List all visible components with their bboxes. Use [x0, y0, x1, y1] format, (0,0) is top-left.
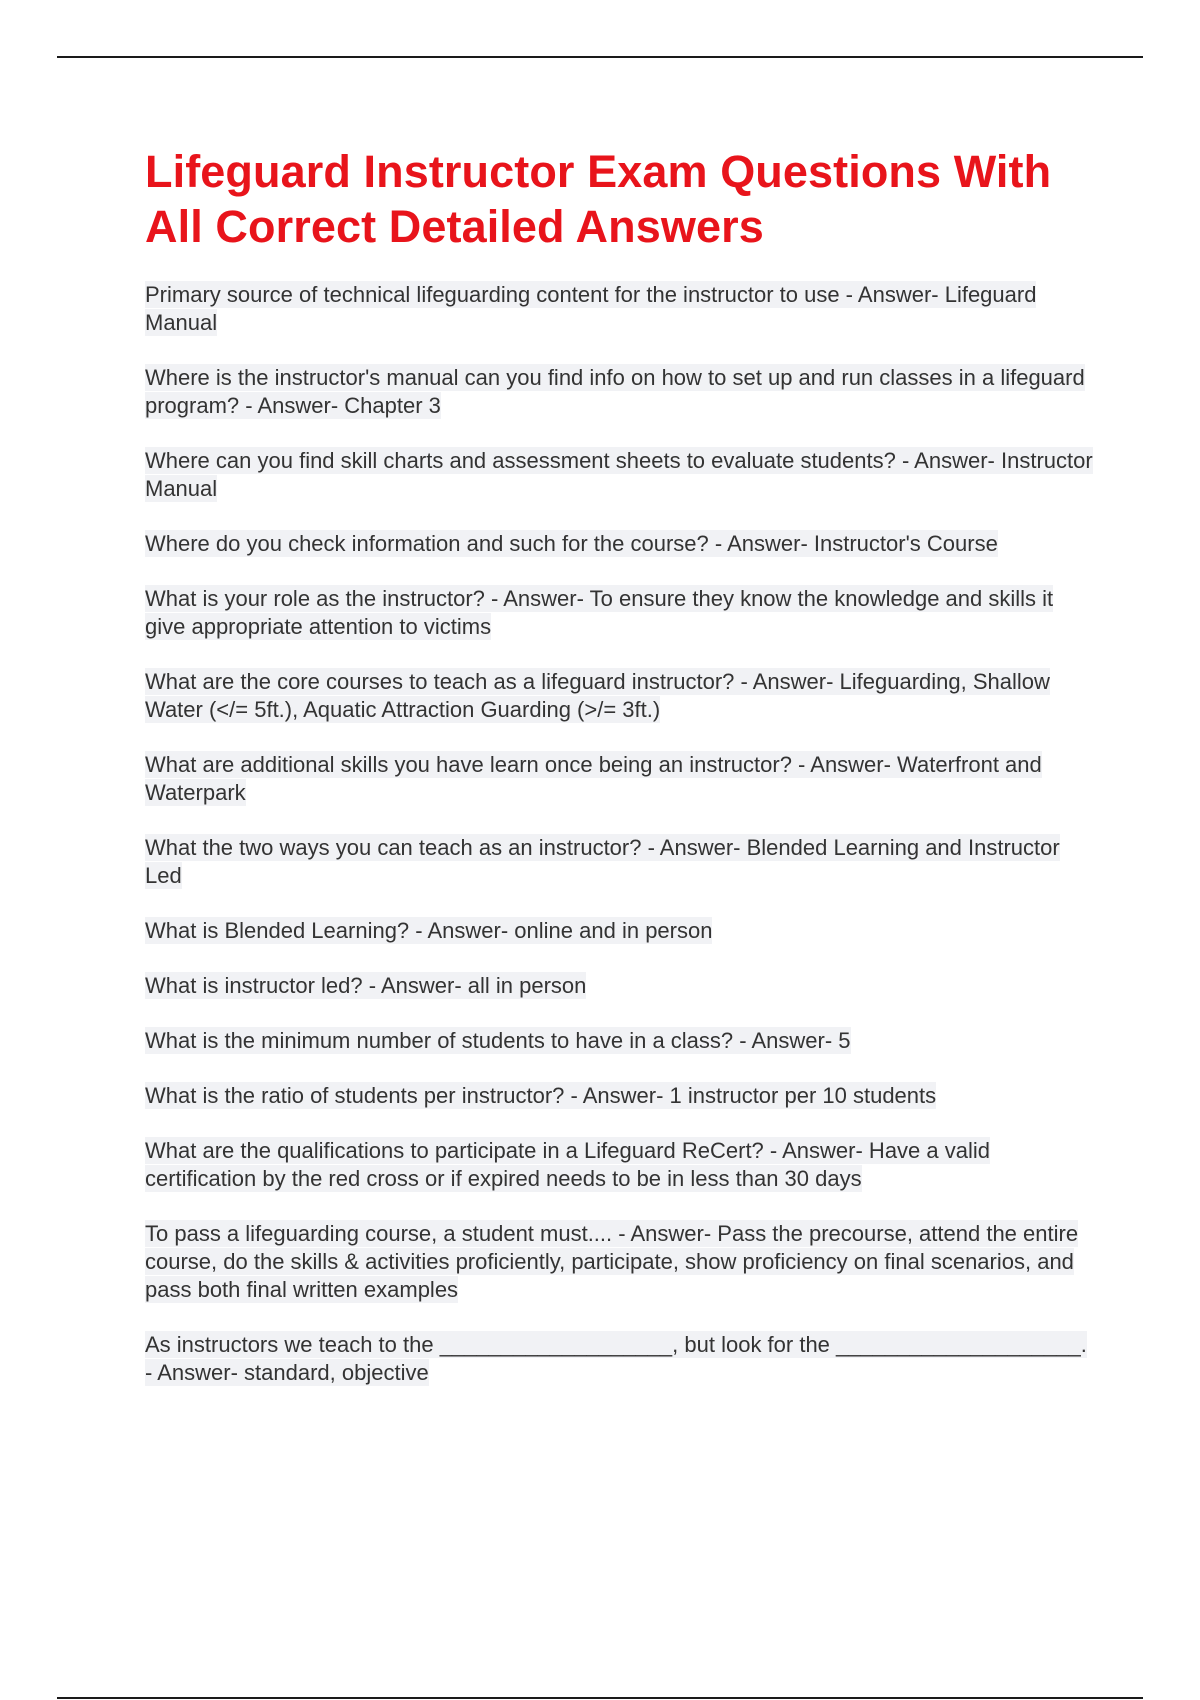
document-body [145, 144, 1095, 1414]
qa-item [145, 668, 1095, 724]
bottom-rule [57, 1697, 1143, 1699]
qa-text: Primary source of technical lifeguarding content for the instructor to use - Answer- Lifeguard Manual [145, 282, 1037, 335]
top-rule [57, 56, 1143, 58]
qa-text: What are additional skills you have learn once being an instructor? - Answer- Waterfront and Waterpark [145, 752, 1042, 805]
qa-text: What is instructor led? - Answer- all in person [145, 973, 587, 998]
qa-item [145, 585, 1095, 641]
qa-item [145, 364, 1095, 420]
qa-item [145, 972, 1095, 1000]
qa-item [145, 751, 1095, 807]
qa-text: To pass a lifeguarding course, a student must.... - Answer- Pass the precourse, attend the entire course, do the skills & activities proficiently, participate, show proficiency on final scenarios, and pass both final written examples [145, 1221, 1079, 1302]
qa-item [145, 1331, 1095, 1387]
qa-text: As instructors we teach to the ___________________, but look for the ____________________. - Answer- standard, objective [145, 1332, 1087, 1385]
qa-text: Where is the instructor's manual can you find info on how to set up and run classes in a lifeguard program? - Answer- Chapter 3 [145, 365, 1085, 418]
qa-item [145, 1220, 1095, 1304]
qa-text: What are the core courses to teach as a lifeguard instructor? - Answer- Lifeguarding, Shallow Water (</= 5ft.), Aquatic Attraction Guarding (>/= 3ft.) [145, 669, 1050, 722]
qa-item [145, 1137, 1095, 1193]
qa-item [145, 281, 1095, 337]
qa-item [145, 1082, 1095, 1110]
qa-text: What is your role as the instructor? - Answer- To ensure they know the knowledge and skills it give appropriate attention to victims [145, 586, 1054, 639]
qa-text: What is the minimum number of students to have in a class? - Answer- 5 [145, 1028, 851, 1053]
qa-item [145, 447, 1095, 503]
qa-item [145, 1027, 1095, 1055]
document-title: Lifeguard Instructor Exam Questions With All Correct Detailed Answers [145, 146, 1052, 252]
qa-text: What are the qualifications to participate in a Lifeguard ReCert? - Answer- Have a valid certification by the red cross or if expired needs to be in less than 30 days [145, 1138, 990, 1191]
qa-item [145, 834, 1095, 890]
qa-item [145, 530, 1095, 558]
qa-text: Where can you find skill charts and assessment sheets to evaluate students? - Answer- Instructor Manual [145, 448, 1093, 501]
qa-item [145, 917, 1095, 945]
qa-text: Where do you check information and such for the course? - Answer- Instructor's Course [145, 531, 998, 556]
qa-text: What the two ways you can teach as an instructor? - Answer- Blended Learning and Instructor Led [145, 835, 1060, 888]
qa-text: What is the ratio of students per instructor? - Answer- 1 instructor per 10 students [145, 1083, 937, 1108]
qa-text: What is Blended Learning? - Answer- online and in person [145, 918, 713, 943]
